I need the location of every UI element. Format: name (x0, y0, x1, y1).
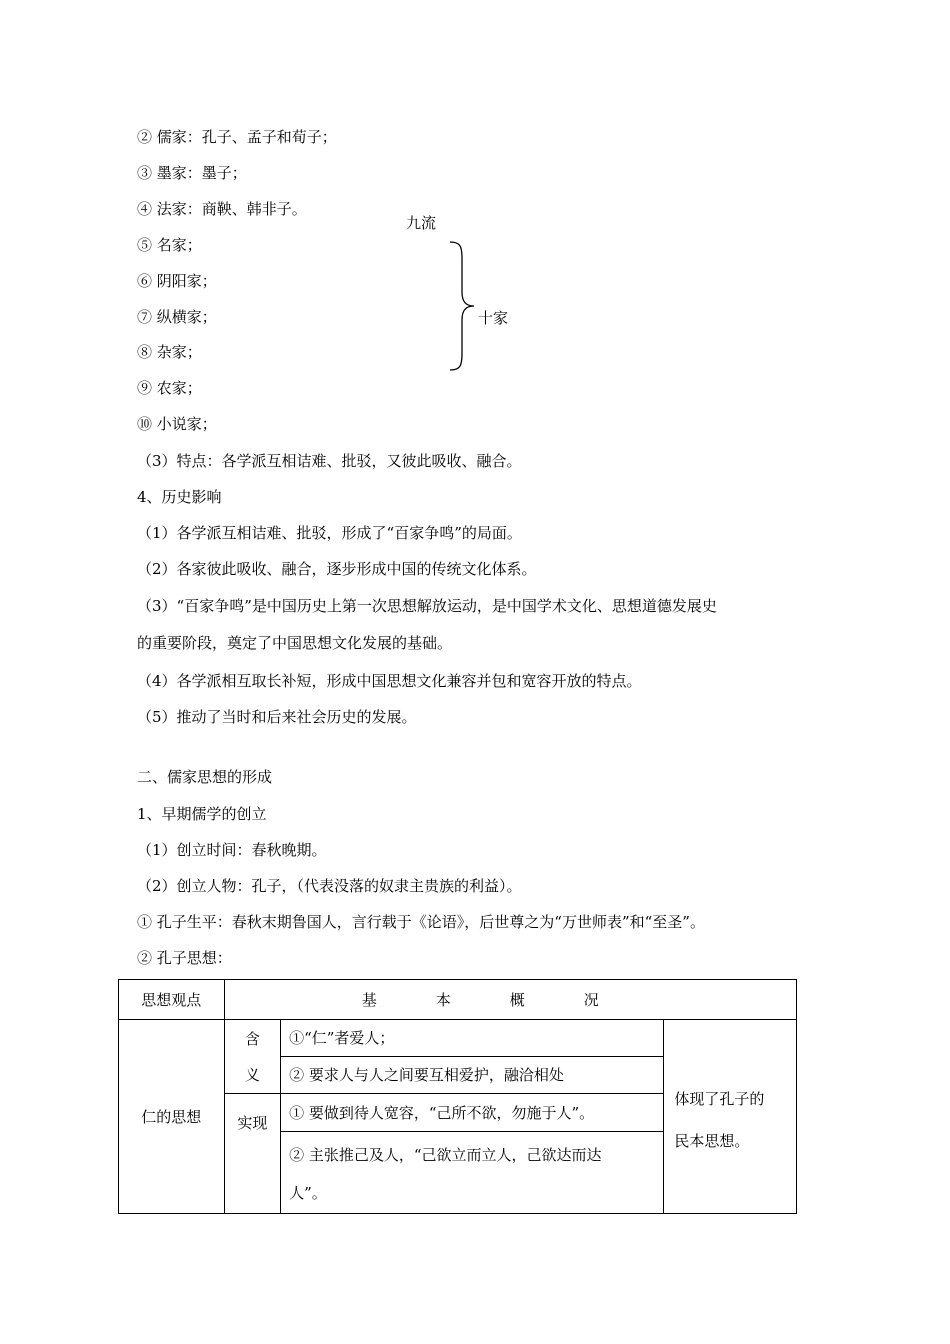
group-label-char: 含 (244, 1029, 260, 1048)
text-line: ⑨ 农家； (137, 379, 202, 397)
table-header-row (119, 980, 797, 1020)
text-line: （4）各学派相互取长补短，形成中国思想文化兼容并包和宽容开放的特点。 (137, 672, 642, 690)
note-cell (664, 1020, 797, 1214)
header-char: 概 (509, 990, 525, 1009)
note-line: 体现了孔子的 (674, 1089, 765, 1108)
text-line: （3）“百家争鸣”是中国历史上第一次思想解放运动，是中国学术文化、思想道德发展史 (137, 597, 717, 615)
confucius-thought-table (118, 979, 797, 1214)
text-line: ⑦ 纵横家； (137, 308, 217, 326)
header-char: 况 (583, 990, 599, 1009)
section-heading: 二、儒家思想的形成 (137, 768, 273, 786)
header-char: 基 (361, 990, 377, 1009)
text-line: ③ 墨家：墨子； (137, 164, 247, 182)
text-line: ④ 法家：商鞅、韩非子。 (137, 200, 307, 218)
table-cell: ①“仁”者爱人； (281, 1020, 664, 1057)
text-line: ⑧ 杂家； (137, 343, 202, 361)
text-line: （2）各家彼此吸收、融合，逐步形成中国的传统文化体系。 (137, 560, 537, 578)
note-line: 民本思想。 (674, 1131, 750, 1150)
text-line: ① 孔子生平：春秋末期鲁国人，言行载于《论语》，后世尊之为“万世师表”和“至圣”。 (137, 913, 705, 931)
cell-line: 人”。 (289, 1184, 327, 1202)
subsection-heading: 1、早期儒学的创立 (137, 805, 267, 823)
text-line: （5）推动了当时和后来社会历史的发展。 (137, 708, 417, 726)
text-line: ② 孔子思想： (137, 949, 232, 967)
table-cell: ② 要求人与人之间要互相爱护，融洽相处 (281, 1057, 664, 1094)
text-line: （1）创立时间：春秋晚期。 (137, 841, 327, 859)
cell-line: ② 主张推己及人，“己欲立而立人，己欲达而达 (289, 1146, 602, 1164)
right-brace-icon (448, 240, 478, 372)
text-line: ② 儒家：孔子、孟子和荀子； (137, 128, 337, 146)
text-line: （2）创立人物：孔子，（代表没落的奴隶主贵族的利益）。 (137, 877, 522, 895)
header-cell-wide (224, 980, 796, 1020)
text-line: 4、历史影响 (137, 488, 222, 506)
table-row (119, 1020, 797, 1057)
group-label: 实现 (224, 1094, 280, 1214)
row-label: 仁的思想 (119, 1020, 225, 1214)
text-line: ⑤ 名家； (137, 236, 202, 254)
text-line: （3）特点：各学派互相诘难、批驳，又彼此吸收、融合。 (137, 452, 522, 470)
header-char: 本 (435, 990, 451, 1009)
group-label-char: 义 (244, 1065, 260, 1084)
text-line: ⑩ 小说家； (137, 415, 217, 433)
brace-top-label: 九流 (406, 214, 437, 232)
text-line: 的重要阶段，奠定了中国思想文化发展的基础。 (137, 634, 453, 652)
text-line: （1）各学派互相诘难、批驳，形成了“百家争鸣”的局面。 (137, 524, 522, 542)
brace-side-label: 十家 (478, 309, 509, 327)
table-cell (281, 1132, 664, 1214)
header-cell: 思想观点 (119, 980, 225, 1020)
table-cell: ① 要做到待人宽容，“己所不欲，勿施于人”。 (281, 1094, 664, 1132)
group-label (224, 1020, 280, 1094)
text-line: ⑥ 阴阳家； (137, 272, 217, 290)
